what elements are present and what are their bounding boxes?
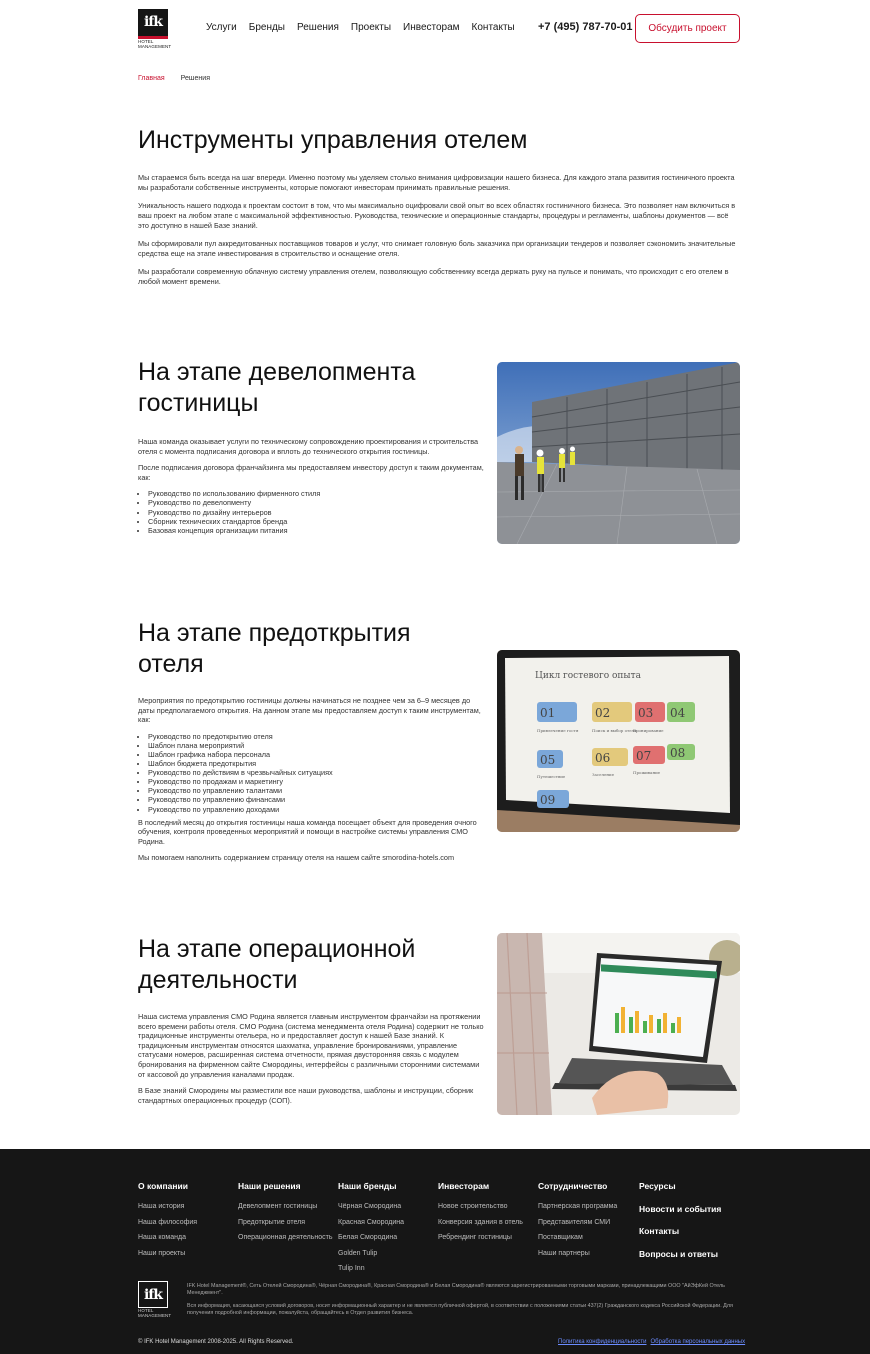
intro-paragraph: Уникальность нашего подхода к проектам состоит в том, что мы максимально оцифровали свой опыт во всех областях гостиничного бизнеса. Это позволяет нам включиться в ваш проект на любом этапе с максимальной эффективностью. Руководства, технические и операционные стандарты, процедуры и регламенты, шаблоны документов — всё это доступно в нашей Базе знаний. bbox=[138, 200, 736, 231]
intro-paragraph: Мы стараемся быть всегда на шаг впереди. Именно поэтому мы уделяем столько внимания цифровизации нашего бизнеса. Для каждого этапа развития гостиничного проекта мы разработали собственные инструменты, которые помогают инвесторам принимать правильные решения. bbox=[138, 173, 735, 193]
logo-sub-hotel: HOTEL bbox=[138, 1308, 154, 1313]
list-item: • Базовая концепция организации питания bbox=[148, 526, 484, 535]
footer-col-solutions bbox=[238, 1181, 333, 1250]
footer-news-link[interactable]: Новости и события bbox=[639, 1203, 722, 1214]
site-header bbox=[0, 0, 870, 60]
logo-mark: ifk bbox=[138, 9, 168, 36]
nav-services[interactable]: Услуги bbox=[206, 22, 237, 33]
footer-col-title: Наши бренды bbox=[338, 1181, 397, 1191]
section-development-text bbox=[138, 437, 484, 539]
footer-link[interactable]: Красная Смородина bbox=[338, 1218, 405, 1226]
footer-legal bbox=[187, 1283, 740, 1323]
list-item: • Руководство по управлению финансами bbox=[148, 795, 484, 804]
nav-investors[interactable]: Инвесторам bbox=[403, 22, 460, 33]
guest-journey-screen-photo bbox=[497, 650, 740, 832]
card-label: 09 bbox=[540, 793, 556, 807]
section-preopening-text bbox=[138, 696, 484, 870]
breadcrumb-current: Решения bbox=[180, 75, 210, 82]
section-paragraph: Наша система управления СМО Родина является главным инструментом франчайзи на протяжении всего времени работы отеля. СМО Родина (система менеджмента отеля Родина) содержит не только традиционные инструменты отельера, но и предоставляет доступ к нашей Базе знаний. К традиционным инструментам относятся шахматка, управление бронированиями, управление статусами номеров, расширенная система отчетности, прямая двусторонняя связь с модулем бронирования на фирменном сайте Смородины, интерфейсы с различными сторонними системами от кассовой до управления каналами продаж. bbox=[138, 1012, 484, 1079]
card-label: 08 bbox=[670, 746, 686, 760]
footer-col-title: Наши решения bbox=[238, 1181, 301, 1191]
card-caption: Проживание bbox=[633, 770, 661, 775]
list-item: • Руководство по предоткрытию отеля bbox=[148, 732, 484, 741]
breadcrumb-home[interactable]: Главная bbox=[138, 75, 165, 82]
card-label: 02 bbox=[595, 706, 611, 720]
discuss-project-button[interactable]: Обсудить проект bbox=[635, 14, 740, 43]
nav-projects[interactable]: Проекты bbox=[350, 22, 392, 33]
list-item: • Руководство по продажам и маркетингу bbox=[148, 777, 484, 786]
footer-policy-links bbox=[558, 1339, 745, 1345]
footer-link[interactable]: Белая Смородина bbox=[338, 1234, 398, 1241]
list-item: • Руководство по использованию фирменного стиля bbox=[148, 489, 484, 498]
nav-solutions[interactable]: Решения bbox=[297, 22, 339, 33]
page-title: Инструменты управления отелем bbox=[138, 126, 528, 154]
laptop-dashboard-photo bbox=[497, 933, 740, 1115]
list-item: • Шаблон плана мероприятий bbox=[148, 741, 484, 750]
screen-title: Цикл гостевого опыта bbox=[535, 671, 641, 681]
footer-col-title: О компании bbox=[138, 1181, 188, 1191]
section-paragraph: Мы помогаем наполнить содержанием страницу отеля на нашем сайте smorodina-hotels.com bbox=[138, 853, 455, 863]
nav-contacts[interactable]: Контакты bbox=[471, 22, 515, 33]
document-list bbox=[148, 489, 484, 534]
card-label: 03 bbox=[638, 706, 654, 720]
section-paragraph: После подписания договора франчайзинга мы предоставляем инвестору доступ к таким документам, как: bbox=[138, 463, 484, 482]
legal-trademarks: IFK Hotel Management®, Сеть Отелей Смородина®, Чёрная Смородина®, Красная Смородина® и Белая Смородина® являются зарегистрированными торговыми марками, принадлежащими ООО "АйЭфКей Отель Менеджмент". bbox=[187, 1283, 725, 1296]
intro-text bbox=[138, 173, 740, 295]
card-label: 05 bbox=[540, 753, 556, 767]
main-nav bbox=[206, 22, 515, 33]
footer-link[interactable]: Golden Tulip bbox=[338, 1249, 378, 1257]
tools-list bbox=[148, 732, 484, 814]
list-item: • Руководство по управлению доходами bbox=[148, 805, 484, 814]
footer-link[interactable]: Предоткрытие отеля bbox=[238, 1218, 306, 1226]
site-footer bbox=[0, 1149, 870, 1354]
footer-link[interactable]: Поставщикам bbox=[538, 1234, 583, 1241]
card-caption: Путешествие bbox=[537, 774, 566, 779]
section-paragraph: В Базе знаний Смородины мы разместили все наши руководства, шаблоны и инструкции, сборник стандартных операционных процедур (СОП). bbox=[138, 1086, 474, 1105]
card-caption: Бронирование bbox=[633, 728, 664, 733]
card-caption: Поиск и выбор отеля bbox=[592, 728, 637, 733]
section-development-title: На этапе девелопмента гостиницы bbox=[138, 358, 416, 417]
section-preopening-title: На этапе предоткрытия отеля bbox=[138, 619, 411, 678]
footer-link[interactable]: Наши партнеры bbox=[538, 1249, 590, 1257]
footer-col-brands bbox=[338, 1181, 404, 1281]
breadcrumb bbox=[138, 75, 210, 82]
construction-site-photo bbox=[497, 362, 740, 544]
footer-link[interactable]: Новое строительство bbox=[438, 1203, 508, 1210]
footer-link[interactable]: Конверсия здания в отель bbox=[438, 1218, 523, 1226]
footer-link[interactable]: Наша философия bbox=[138, 1218, 198, 1226]
footer-link[interactable]: Партнерская программа bbox=[538, 1203, 618, 1210]
logo-sub-management: MANAGEMENT bbox=[138, 44, 172, 49]
card-label: 04 bbox=[670, 706, 686, 720]
card-caption: Заселение bbox=[592, 772, 615, 777]
copyright: © IFK Hotel Management 2008-2025. All Rights Reserved. bbox=[138, 1339, 294, 1345]
list-item: • Руководство по девелопменту bbox=[148, 498, 484, 507]
privacy-policy-link[interactable]: Политика конфиденциальности bbox=[558, 1339, 647, 1345]
nav-brands[interactable]: Бренды bbox=[248, 22, 285, 33]
footer-resources-link[interactable]: Ресурсы bbox=[639, 1181, 676, 1191]
footer-link[interactable]: Ребрендинг гостиницы bbox=[438, 1234, 512, 1241]
phone-link[interactable]: +7 (495) 787-70-01 bbox=[538, 21, 633, 33]
list-item: • Руководство по действиям в чрезвычайных ситуациях bbox=[148, 768, 484, 777]
list-item: • Шаблон бюджета предоткрытия bbox=[148, 759, 484, 768]
footer-col-title: Инвесторам bbox=[438, 1181, 490, 1191]
footer-col-investors bbox=[438, 1181, 523, 1250]
footer-col-cooperation bbox=[538, 1181, 617, 1265]
list-item: • Сборник технических стандартов бренда bbox=[148, 517, 484, 526]
footer-link[interactable]: Наша история bbox=[138, 1203, 185, 1210]
footer-link[interactable]: Операционная деятельность bbox=[238, 1234, 333, 1241]
footer-col-company bbox=[138, 1181, 197, 1265]
footer-logo[interactable] bbox=[138, 1281, 172, 1318]
section-paragraph: В последний месяц до открытия гостиницы наша команда посещает объект для проведения очного обучения, контроля проведенных мероприятий и помощи в настройке системы управления СМО Родина. bbox=[138, 817, 477, 846]
ifk-logo[interactable] bbox=[138, 9, 172, 49]
footer-link[interactable]: Чёрная Смородина bbox=[338, 1203, 402, 1210]
footer-col-title: Сотрудничество bbox=[538, 1181, 608, 1191]
section-operations-title: На этапе операционной деятельности bbox=[138, 935, 416, 994]
footer-contacts-link[interactable]: Контакты bbox=[639, 1226, 680, 1236]
footer-link[interactable]: Tulip Inn bbox=[338, 1265, 365, 1272]
logo-sub-management: MANAGEMENT bbox=[138, 1313, 172, 1318]
list-item: • Руководство по дизайну интерьеров bbox=[148, 508, 484, 517]
footer-link[interactable]: Девелопмент гостиницы bbox=[238, 1203, 318, 1210]
list-item: • Шаблон графика набора персонала bbox=[148, 750, 484, 759]
card-caption: Привлечение гостя bbox=[537, 728, 579, 733]
footer-link[interactable]: Наши проекты bbox=[138, 1249, 186, 1257]
personal-data-link[interactable]: Обработка персональных данных bbox=[650, 1339, 746, 1345]
logo-mark: ifk bbox=[138, 1281, 168, 1308]
list-item: • Руководство по управлению талантами bbox=[148, 786, 484, 795]
legal-disclaimer: Вся информация, касающаяся условий договоров, носит информационный характер и не является публичной офертой, в соответствии с положениями статьи 437(2) Гражданского кодекса Российской Федерации. Для получения подробной информации, пожалуйста, обращайтесь в Отдел развития бизнеса. bbox=[187, 1303, 733, 1316]
section-paragraph: Наша команда оказывает услуги по техническому сопровождению проектирования и строительства отеля с момента подписания договора и вплоть до технического открытия гостиницы. bbox=[138, 437, 479, 456]
footer-col-resources bbox=[639, 1181, 721, 1271]
logo-sub-hotel: HOTEL bbox=[138, 39, 154, 44]
footer-link[interactable]: Наша команда bbox=[138, 1234, 186, 1241]
card-label: 01 bbox=[540, 706, 556, 720]
section-operations-text bbox=[138, 1012, 484, 1112]
footer-link[interactable]: Представителям СМИ bbox=[538, 1218, 611, 1226]
intro-paragraph: Мы сформировали пул аккредитованных поставщиков товаров и услуг, что снимает головную боль заказчика при организации тендеров и позволяет сэкономить значительные средства еще на этапе инвестирования в строительство и оснащение отеля. bbox=[138, 239, 736, 259]
footer-faq-link[interactable]: Вопросы и ответы bbox=[639, 1248, 718, 1259]
card-label: 07 bbox=[636, 749, 652, 763]
intro-paragraph: Мы разработали современную облачную систему управления отелем, позволяющую собственнику всегда держать руку на пульсе и понимать, что происходит с его отелем в любой момент времени. bbox=[138, 266, 729, 287]
card-label: 06 bbox=[595, 751, 611, 765]
section-paragraph: Мероприятия по предоткрытию гостиницы должны начинаться не позднее чем за 6–9 месяцев до даты предполагаемого открытия. На данном этапе мы предоставляем доступ к таким инструментам, как: bbox=[138, 696, 481, 725]
